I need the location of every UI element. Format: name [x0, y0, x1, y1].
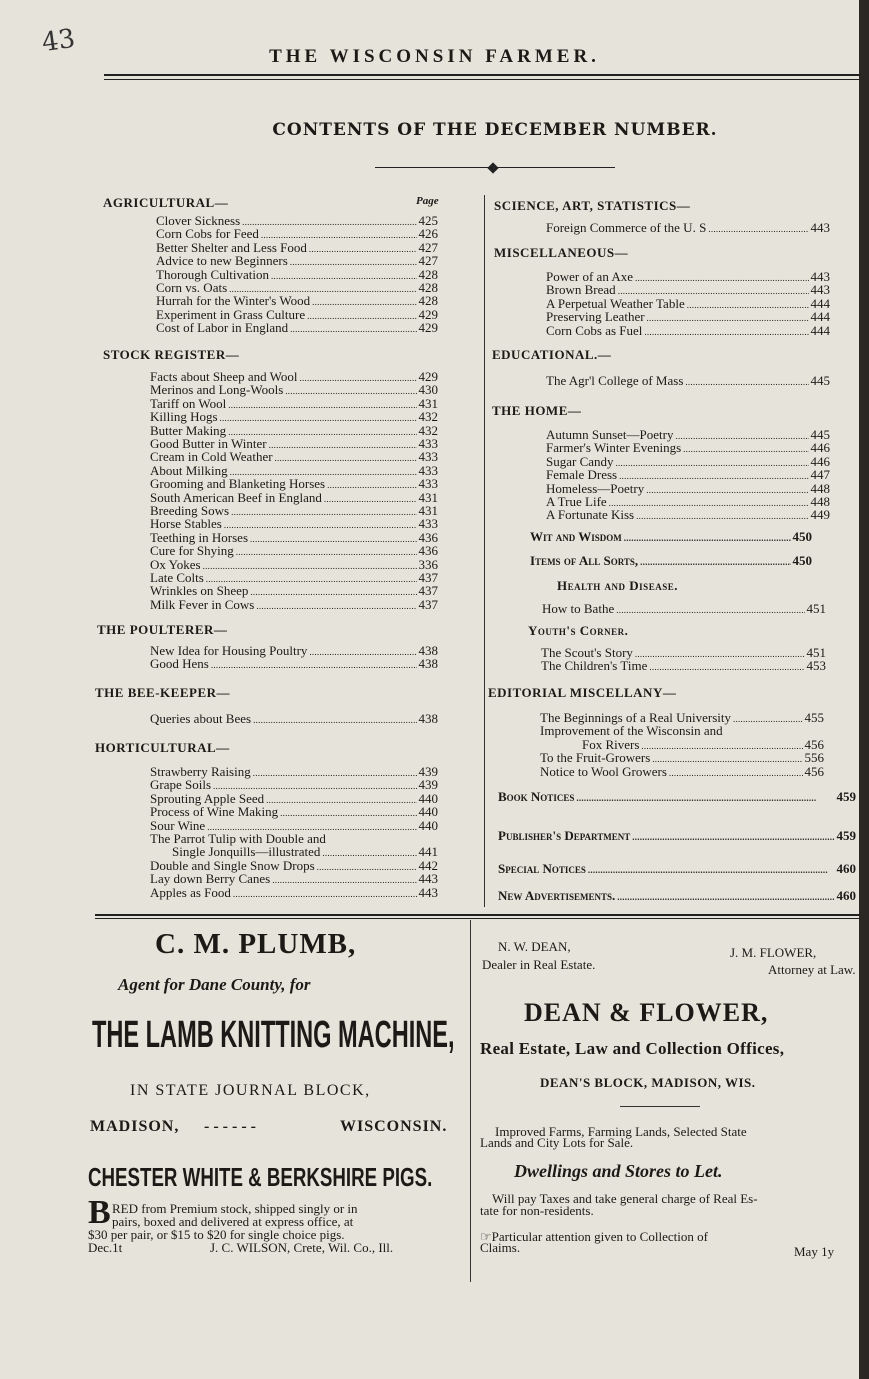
toc-entry-title: Good Hens [150, 656, 209, 672]
toc-entry-title: Apples as Food [150, 884, 231, 900]
toc-entry-title: The Children's Time [541, 658, 648, 673]
toc-entry-title: Female Dress [546, 467, 618, 483]
toc-entry [546, 374, 830, 389]
toc-entry-title: Corn Cobs as Fuel [546, 322, 643, 338]
flower-name: J. M. FLOWER, [730, 945, 817, 960]
pigs-dropcap: B [88, 1194, 111, 1231]
farms-line-1: Improved Farms, Farming Lands, Selected State [495, 1124, 747, 1139]
toc-entry-title: Experiment in Grass Culture [156, 306, 306, 322]
toc-entry-page: 439 [418, 764, 438, 779]
section-heading: STOCK REGISTER— [103, 347, 240, 362]
toc-entry-title: Corn Cobs for Feed [156, 226, 259, 242]
toc-entry-page: 556 [804, 750, 824, 766]
toc-entry-page: 433 [418, 462, 438, 478]
toc-entry-title: Late Colts [150, 570, 204, 585]
toc-entry-page: 431 [418, 503, 438, 518]
toc-entry-title: Butter Making [150, 422, 227, 438]
toc-entry [542, 602, 826, 617]
toc-entry-page: 447 [810, 467, 830, 483]
toc-entry-page: 436 [418, 543, 438, 559]
toc-entry-title: Power of an Axe [546, 269, 634, 284]
toc-leader-dots [636, 508, 808, 523]
section-heading: THE HOME— [492, 403, 582, 418]
toc-leader-dots [253, 712, 416, 727]
toc-entry-title: To the Fruit-Growers [540, 750, 651, 766]
toc-entry-title: Wit and Wisdom [530, 529, 622, 544]
toc-entry-page: 436 [418, 529, 438, 545]
toc-entry-title: Thorough Cultivation [156, 266, 270, 282]
plumb-block: IN STATE JOURNAL BLOCK, [130, 1082, 371, 1099]
toc-entry-title: Killing Hogs [150, 409, 218, 425]
toc-entry [150, 598, 438, 613]
toc-entry [150, 886, 438, 901]
page-column-label: Page [416, 195, 439, 207]
toc-entry-title: Process of Wine Making [150, 804, 279, 820]
toc-entry-page: 428 [418, 293, 438, 309]
toc-entry-page: 429 [418, 320, 438, 336]
toc-entry [546, 508, 830, 523]
pigs-line-3: $30 per pair, or $15 to $20 for single choice pigs. [88, 1227, 345, 1242]
toc-entry-page: 456 [804, 763, 824, 779]
flower-role: Attorney at Law. [768, 962, 856, 977]
toc-leader-dots [233, 886, 417, 901]
deans-block: DEAN'S BLOCK, MADISON, WIS. [540, 1075, 756, 1090]
toc-entry-title: Merinos and Long-Wools [150, 382, 284, 398]
toc-entry-page: 430 [418, 382, 438, 398]
pigs-date: Dec.1t [88, 1240, 123, 1255]
toc-entry-title: Sugar Candy [546, 453, 614, 469]
plumb-state: WISCONSIN. [340, 1118, 448, 1135]
toc-entry-title: Hurrah for the Winter's Wood [156, 293, 311, 309]
section-heading: MISCELLANEOUS— [494, 245, 629, 260]
toc-entry [540, 765, 824, 780]
toc-entry-page: 429 [418, 306, 438, 322]
toc-leader-dots [576, 790, 834, 805]
masthead-rule [104, 74, 860, 80]
toc-entry-title: A Perpetual Weather Table [546, 295, 685, 311]
toc-entry-title: Preserving Leather [546, 309, 645, 325]
toc-entry-page: 443 [810, 220, 830, 235]
dean-flower-firm: DEAN & FLOWER, [524, 998, 769, 1027]
toc-entry-page: 425 [418, 213, 438, 228]
scan-edge [859, 0, 869, 1379]
toc-entry-title: Clover Sickness [156, 213, 241, 228]
ad-short-rule [620, 1106, 700, 1107]
plumb-dashes: - - - - - - [204, 1118, 256, 1135]
toc-entry-title: Fox Rivers [582, 736, 640, 752]
toc-entry-page: 445 [810, 427, 830, 442]
toc-leader-dots [617, 889, 834, 904]
toc-entry-page: 427 [418, 239, 438, 255]
toc-entry [498, 790, 856, 805]
toc-entry-page: 443 [810, 282, 830, 298]
toc-entry-title: The Scout's Story [541, 645, 633, 660]
toc-entry-title: Improvement of the Wisconsin and [540, 723, 723, 739]
column-divider [484, 195, 485, 907]
toc-entry-page: 428 [418, 266, 438, 282]
toc-entry-page: 432 [418, 409, 438, 425]
subsection-heading: Youth's Corner. [528, 623, 629, 638]
toc-leader-dots [616, 602, 804, 617]
toc-entry-title: Cure for Shying [150, 543, 234, 559]
plumb-name: C. M. PLUMB, [155, 928, 357, 960]
toc-entry-title: The Parrot Tulip with Double and [150, 831, 326, 846]
toc-entry-page: 449 [810, 507, 830, 523]
subsection-heading: Health and Disease. [557, 578, 678, 593]
toc-entry [150, 832, 438, 845]
toc-entry-title: How to Bathe [542, 601, 615, 616]
toc-entry-title: Grape Soils [150, 777, 212, 793]
toc-entry-title: New Advertisements. [498, 888, 616, 903]
taxes-line-1: Will pay Taxes and take general charge of Real Es- [492, 1191, 758, 1206]
toc-entry-title: New Idea for Housing Poultry [150, 643, 308, 658]
toc-entry-page: 432 [418, 422, 438, 438]
toc-entry-title: Notice to Wool Growers [540, 763, 667, 779]
masthead: THE WISCONSIN FARMER. [269, 46, 600, 67]
toc-entry-page: 426 [418, 226, 438, 242]
toc-leader-dots [624, 530, 791, 545]
section-heading: HORTICULTURAL— [95, 740, 230, 755]
toc-entry-page: 451 [806, 645, 826, 660]
toc-entry [530, 530, 812, 545]
dean-role: Dealer in Real Estate. [482, 957, 596, 972]
pigs-line-2: pairs, boxed and delivered at express office, at [112, 1214, 354, 1229]
toc-entry-title: Autumn Sunset—Poetry [546, 427, 674, 442]
toc-leader-dots [669, 765, 803, 780]
farms-line-2: Lands and City Lots for Sale. [480, 1135, 634, 1150]
toc-entry-title: Cost of Labor in England [156, 320, 289, 336]
toc-entry [150, 712, 438, 727]
toc-entry-page: 433 [418, 516, 438, 532]
pigs-signer: J. C. WILSON, Crete, Wil. Co., Ill. [210, 1240, 394, 1255]
toc-entry-page: 448 [810, 480, 830, 496]
toc-entry-title: Book Notices [498, 789, 575, 804]
toc-entry-page: 336 [418, 556, 438, 572]
toc-entry-title: Teething in Horses [150, 529, 249, 545]
toc-entry-page: 431 [418, 489, 438, 505]
toc-entry-title: Queries about Bees [150, 711, 252, 726]
toc-entry-page: 438 [418, 656, 438, 672]
toc-entry-page: 438 [418, 643, 438, 658]
toc-entry [150, 657, 438, 672]
toc-leader-dots [256, 598, 416, 613]
toc-entry-page: 448 [810, 494, 830, 509]
toc-entry-title: A Fortunate Kiss [546, 507, 635, 523]
section-heading: SCIENCE, ART, STATISTICS— [494, 198, 691, 213]
toc-entry-page: 459 [836, 828, 856, 843]
section-heading: THE BEE-KEEPER— [95, 685, 230, 700]
toc-entry-title: Corn vs. Oats [156, 280, 228, 295]
toc-entry-title: Milk Fever in Cows [150, 596, 255, 612]
toc-entry [540, 724, 824, 737]
toc-entry-page: 442 [418, 857, 438, 873]
toc-entry-page: 429 [418, 369, 438, 384]
plumb-city: MADISON, [90, 1118, 180, 1135]
section-heading: EDUCATIONAL.— [492, 347, 612, 362]
toc-entry-title: Grooming and Blanketing Horses [150, 476, 326, 492]
toc-entry-title: Ox Yokes [150, 556, 201, 572]
toc-entry [546, 324, 830, 339]
toc-leader-dots [211, 657, 417, 672]
toc-leader-dots [588, 862, 835, 877]
toc-entry-page: 433 [418, 449, 438, 465]
toc-entry-title: Better Shelter and Less Food [156, 239, 307, 255]
toc-leader-dots [644, 324, 808, 339]
toc-entry [498, 889, 856, 904]
toc-entry-page: 437 [418, 583, 438, 599]
toc-entry-page: 428 [418, 280, 438, 295]
knitting-machine-headline: THE LAMB KNITTING MACHINE, [92, 1014, 455, 1056]
toc-entry-page: 446 [810, 440, 830, 456]
dean-ad-date: May 1y [794, 1244, 835, 1259]
toc-entry-title: Lay down Berry Canes [150, 871, 271, 887]
toc-entry-title: The Agr'l College of Mass [546, 373, 684, 388]
toc-entry [498, 862, 856, 877]
toc-leader-dots [649, 659, 804, 674]
toc-leader-dots [640, 554, 790, 569]
toc-entry-title: Publisher's Department [498, 828, 631, 843]
margin-note: 43 [40, 23, 78, 59]
toc-entry-title: Single Jonquills—illustrated [172, 844, 321, 860]
taxes-line-2: tate for non-residents. [480, 1203, 594, 1218]
plumb-agent: Agent for Dane County, for [118, 975, 311, 994]
toc-entry-page: 443 [810, 269, 830, 284]
toc-entry-title: Brown Bread [546, 282, 616, 298]
toc-entry-title: Facts about Sheep and Wool [150, 369, 298, 384]
toc-leader-dots [708, 221, 808, 236]
toc-entry-page: 455 [804, 710, 824, 725]
toc-entry-page: 444 [810, 309, 830, 325]
contents-title: CONTENTS OF THE DECEMBER NUMBER. [272, 120, 718, 140]
toc-entry-title: About Milking [150, 462, 228, 478]
toc-entry [546, 221, 830, 236]
particular-line-1: ☞Particular attention given to Collection of [480, 1229, 708, 1244]
toc-entry-page: 445 [810, 373, 830, 388]
contents-bottom-rule [95, 914, 860, 919]
toc-leader-dots [685, 374, 808, 389]
toc-leader-dots [632, 829, 834, 844]
section-heading: THE POULTERER— [97, 622, 228, 637]
dean-name: N. W. DEAN, [498, 939, 571, 954]
toc-entry-page: 427 [418, 253, 438, 269]
toc-entry-page: 444 [810, 322, 830, 338]
pigs-headline: CHESTER WHITE & BERKSHIRE PIGS. [88, 1162, 433, 1192]
toc-entry-page: 433 [418, 476, 438, 492]
toc-entry-title: Good Butter in Winter [150, 436, 267, 451]
toc-entry-page: 443 [418, 871, 438, 887]
toc-entry-title: Wrinkles on Sheep [150, 583, 249, 599]
toc-entry-title: Advice to new Beginners [156, 253, 288, 269]
toc-entry-page: 456 [804, 736, 824, 752]
particular-line-2: Claims. [480, 1240, 521, 1255]
pigs-line-1: RED from Premium stock, shipped singly or in [112, 1201, 358, 1216]
toc-entry-page: 443 [418, 884, 438, 900]
toc-entry-title: Items of All Sorts, [530, 553, 639, 568]
toc-entry-page: 440 [418, 817, 438, 833]
toc-entry-title: Homeless—Poetry [546, 480, 645, 496]
toc-entry-page: 450 [792, 553, 812, 568]
toc-entry-page: 453 [806, 658, 826, 673]
toc-leader-dots [290, 321, 416, 336]
toc-entry-page: 451 [806, 601, 826, 616]
toc-entry-page: 431 [418, 395, 438, 411]
toc-entry [156, 321, 438, 336]
toc-entry-title: Cream in Cold Weather [150, 449, 273, 465]
section-heading: EDITORIAL MISCELLANY— [488, 685, 677, 700]
toc-entry-page: 440 [418, 790, 438, 806]
toc-entry [530, 554, 812, 569]
toc-entry-title: Double and Single Snow Drops [150, 857, 315, 873]
toc-entry-title: Farmer's Winter Evenings [546, 440, 682, 456]
toc-entry-page: 433 [418, 436, 438, 451]
toc-entry-title: Sour Wine [150, 817, 206, 833]
toc-entry-title: Horse Stables [150, 516, 222, 532]
section-heading: AGRICULTURAL— [103, 195, 229, 210]
toc-entry-title: The Beginnings of a Real University [540, 710, 731, 725]
toc-entry-title: A True Life [546, 494, 607, 509]
toc-entry-page: 441 [418, 844, 438, 860]
toc-entry-page: 437 [418, 596, 438, 612]
toc-entry-title: Special Notices [498, 861, 586, 876]
toc-entry [541, 659, 826, 674]
toc-entry-page: 450 [792, 529, 812, 544]
toc-entry-title: Strawberry Raising [150, 764, 251, 779]
toc-entry-page: 440 [418, 804, 438, 820]
toc-entry [498, 829, 856, 844]
toc-entry-title: Sprouting Apple Seed [150, 790, 265, 806]
toc-entry-page: 437 [418, 570, 438, 585]
ornament-rule [375, 165, 615, 171]
toc-entry-page: 438 [418, 711, 438, 726]
dwellings-headline: Dwellings and Stores to Let. [514, 1161, 723, 1181]
toc-entry-title: Foreign Commerce of the U. S [546, 220, 707, 235]
toc-entry-title: Breeding Sows [150, 503, 230, 518]
firm-offices: Real Estate, Law and Collection Offices, [480, 1039, 785, 1058]
toc-entry-title: South American Beef in England [150, 489, 322, 505]
toc-entry-page: 459 [836, 789, 856, 804]
toc-entry-page: 460 [836, 861, 856, 876]
toc-entry-title: Tariff on Wool [150, 395, 227, 411]
toc-entry-page: 460 [836, 888, 856, 903]
toc-entry-page: 446 [810, 453, 830, 469]
ad-divider [470, 920, 471, 1282]
toc-entry-page: 439 [418, 777, 438, 793]
toc-entry-page: 444 [810, 295, 830, 311]
